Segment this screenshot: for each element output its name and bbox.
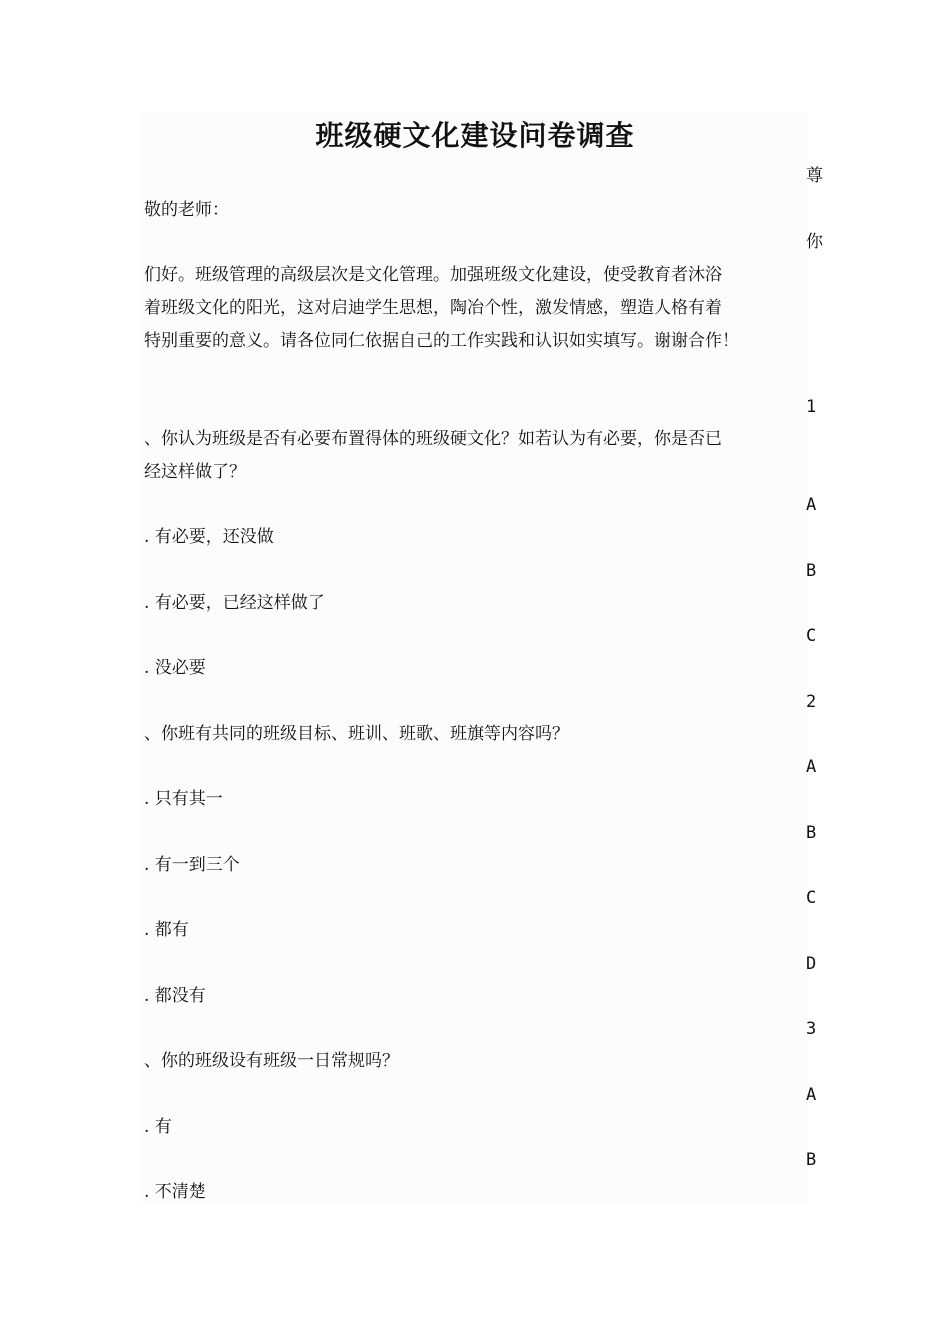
margin-mark: B: [806, 1150, 817, 1170]
margin-mark: C: [806, 888, 817, 908]
option-line: . 有必要，已经这样做了: [144, 593, 325, 613]
margin-mark: A: [806, 495, 817, 515]
margin-mark: D: [806, 954, 817, 974]
question-1-cont: 经这样做了？: [144, 462, 246, 482]
margin-mark: C: [806, 626, 817, 646]
option-line: . 有一到三个: [144, 855, 240, 875]
question-1: 、你认为班级是否有必要布置得体的班级硬文化？如若认为有必要，你是否已: [144, 429, 722, 449]
intro-line: 特别重要的意义。请各位同仁依据自己的工作实践和认识如实填写。谢谢合作！: [144, 331, 739, 351]
option-line: . 有必要，还没做: [144, 527, 274, 547]
margin-mark: 2: [806, 692, 817, 712]
margin-mark: 1: [806, 397, 817, 417]
option-line: . 有: [144, 1117, 172, 1137]
option-line: . 不清楚: [144, 1182, 206, 1202]
margin-mark: B: [806, 823, 817, 843]
intro-line: 着班级文化的阳光，这对启迪学生思想，陶冶个性，激发情感，塑造人格有着: [144, 298, 722, 318]
margin-mark: 你: [806, 232, 823, 252]
margin-mark: 3: [806, 1019, 817, 1039]
question-2: 、你班有共同的班级目标、班训、班歌、班旗等内容吗？: [144, 724, 569, 744]
option-line: . 只有其一: [144, 789, 223, 809]
margin-mark: B: [806, 561, 817, 581]
option-line: . 都没有: [144, 986, 206, 1006]
question-3: 、你的班级设有班级一日常规吗？: [144, 1051, 399, 1071]
margin-mark: A: [806, 757, 817, 777]
margin-mark: A: [806, 1085, 817, 1105]
option-line: . 没必要: [144, 658, 206, 678]
document-title: 班级硬文化建设问卷调查: [315, 119, 635, 152]
intro-line: 们好。班级管理的高级层次是文化管理。加强班级文化建设，使受教育者沐浴: [144, 265, 722, 285]
option-line: . 都有: [144, 920, 189, 940]
salutation-line: 敬的老师：: [144, 200, 229, 220]
margin-mark: 尊: [806, 166, 823, 186]
